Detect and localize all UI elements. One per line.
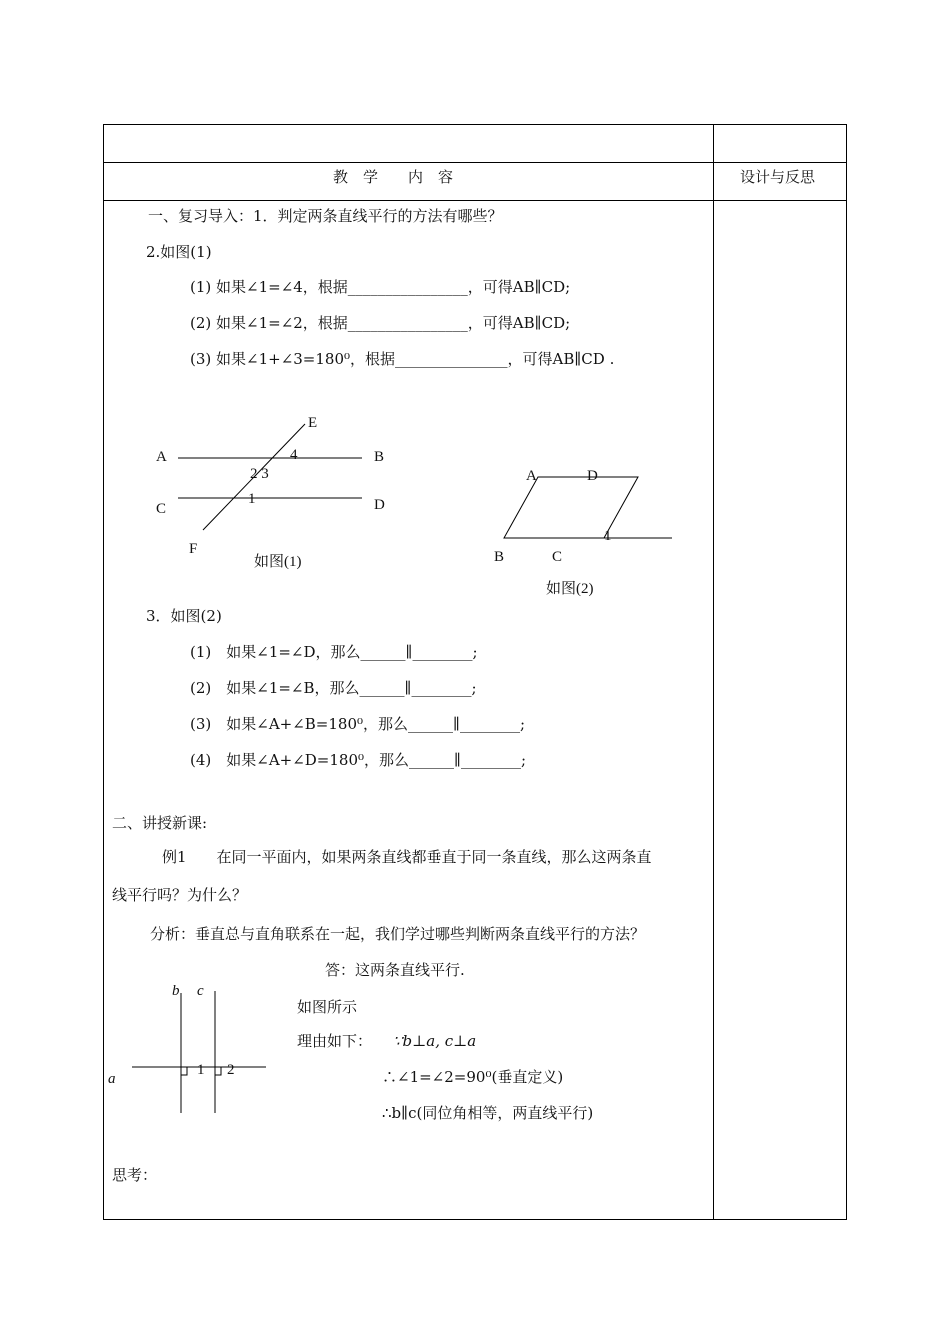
label-a: a (108, 1071, 116, 1087)
label-B: B (374, 449, 385, 465)
figure-2-caption: 如图(2) (546, 581, 594, 597)
think-label: 思考： (112, 1166, 158, 1184)
figure-1-caption: 如图(1) (254, 554, 302, 570)
q3-item-2: (2) 如果∠1=∠B，那么______∥________; (190, 679, 477, 697)
table-column-divider (713, 124, 714, 1220)
q3-title: 3．如图(2) (146, 607, 222, 625)
label-D: D (587, 468, 598, 484)
reason-line-3: ∴b∥c(同位角相等，两直线平行) (382, 1104, 594, 1122)
q2-item-1: (1) 如果∠1=∠4，根据________________，可得AB∥CD; (190, 278, 571, 296)
table-border-top (103, 124, 847, 125)
lesson-title: 二、讲授新课: (112, 814, 208, 832)
label-1: 1 (604, 528, 612, 544)
reason-label: 理由如下： (297, 1032, 373, 1050)
analysis-text: 分析：垂直总与直角联系在一起，我们学过哪些判断两条直线平行的方法？ (150, 925, 646, 943)
label-F: F (189, 541, 198, 557)
example-1-line-2: 线平行吗？为什么？ (112, 886, 248, 904)
label-A: A (156, 449, 167, 465)
answer-text: 答：这两条直线平行. (325, 961, 465, 979)
table-border-right (846, 124, 847, 1220)
label-c: c (197, 983, 204, 999)
label-A: A (526, 468, 537, 484)
q3-item-4: (4) 如果∠A+∠D=180⁰，那么______∥________; (190, 751, 527, 769)
parallelogram-abcd (504, 477, 638, 538)
q3-item-3: (3) 如果∠A+∠B=180⁰，那么______∥________; (190, 715, 526, 733)
header-design-reflection: 设计与反思 (740, 168, 816, 186)
q2-title: 2.如图(1) (146, 243, 212, 261)
label-D: D (374, 497, 385, 513)
table-border-bottom (103, 1219, 847, 1220)
right-angle-mark-2 (215, 1067, 221, 1075)
table-rule-header-bottom (103, 200, 847, 201)
figure-1-parallel-lines (150, 410, 400, 580)
label-4: 4 (290, 447, 298, 463)
label-2-3: 2 3 (250, 466, 269, 482)
right-angle-mark-1 (181, 1067, 187, 1075)
label-C: C (156, 501, 167, 517)
q2-item-3: (3) 如果∠1+∠3=180⁰，根据_______________，可得AB∥CD . (190, 350, 615, 368)
reason-line-2: ∴∠1=∠2=90⁰(垂直定义) (382, 1068, 564, 1086)
figure-2-parallelogram (490, 460, 690, 605)
reason-line-1: ∵b⊥a, c⊥a (393, 1032, 477, 1050)
label-b: b (172, 983, 180, 999)
review-intro: 一、复习导入：1．判定两条直线平行的方法有哪些？ (148, 207, 503, 225)
table-rule-header-top (103, 162, 847, 163)
figure-3-perpendicular-lines (104, 975, 274, 1120)
label-1: 1 (197, 1062, 205, 1078)
q3-item-1: (1) 如果∠1=∠D，那么______∥________; (190, 643, 478, 661)
label-B: B (494, 549, 505, 565)
as-shown-text: 如图所示 (297, 998, 358, 1016)
label-C: C (552, 549, 563, 565)
label-E: E (308, 415, 318, 431)
q2-item-2: (2) 如果∠1=∠2，根据________________，可得AB∥CD; (190, 314, 571, 332)
label-1: 1 (248, 491, 256, 507)
header-teaching-content: 教 学 内 容 (333, 168, 454, 186)
label-2: 2 (227, 1062, 235, 1078)
example-1-line-1: 例1 在同一平面内，如果两条直线都垂直于同一条直线，那么这两条直 (162, 848, 652, 866)
